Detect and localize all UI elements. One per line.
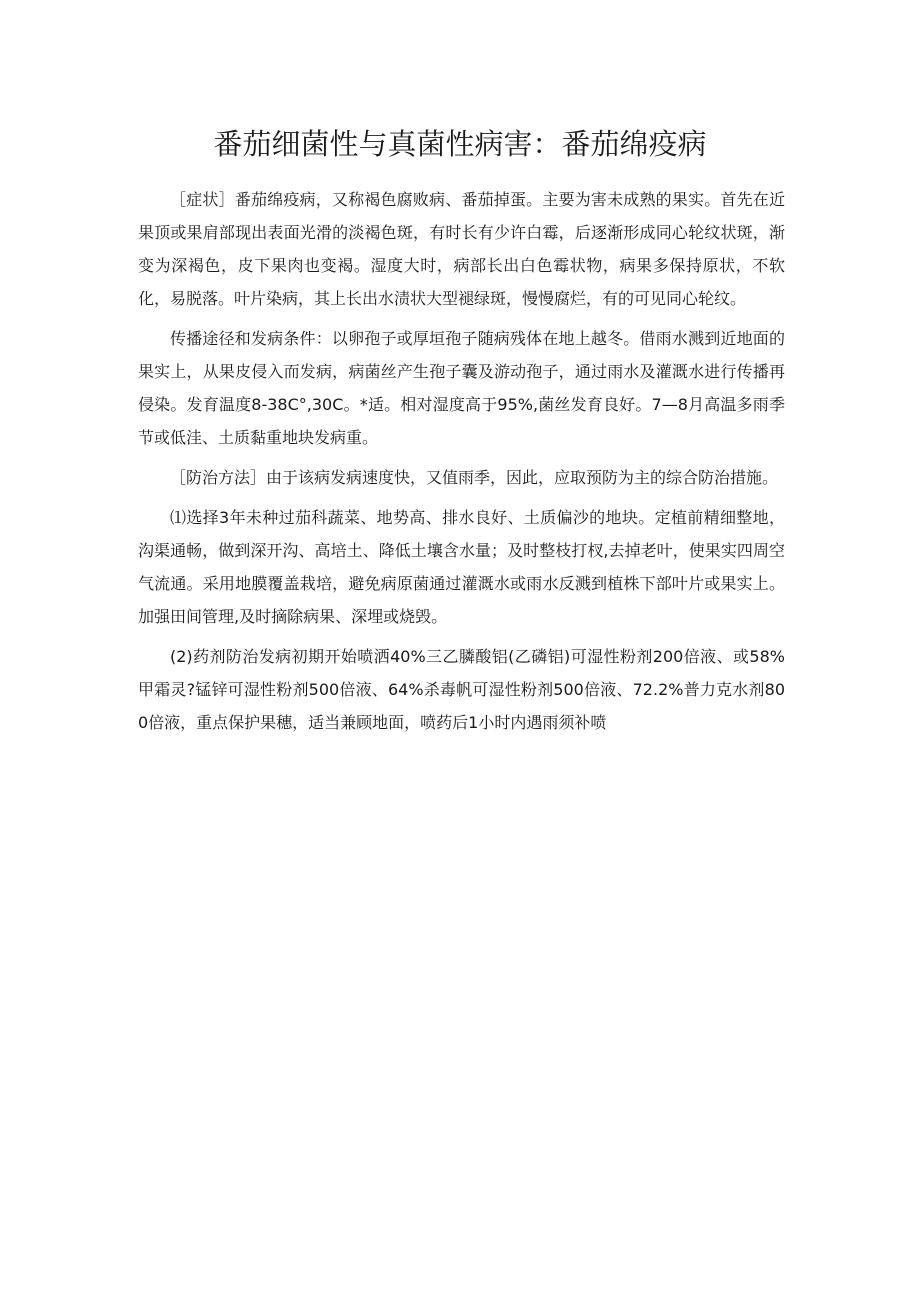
document-body (138, 183, 785, 746)
paragraph-transmission: 传播途径和发病条件：以卵孢子或厚垣孢子随病残体在地上越冬。借雨水溅到近地面的果实上，从果皮侵入而发病，病菌丝产生孢子囊及游动孢子，通过雨水及灌溉水进行传播再侵染。发育温度8-38C°,30C。*适。相对湿度高于95%,菌丝发育良好。7—8月高温多雨季节或低洼、土质黏重地块发病重。 (138, 329, 785, 447)
paragraph-control-methods: ［防治方法］由于该病发病速度快，又值雨季，因此，应取预防为主的综合防治措施。 (170, 468, 779, 487)
paragraph-symptoms: ［症状］番茄绵疫病，又称褐色腐败病、番茄掉蛋。主要为害未成熟的果实。首先在近果顶或果肩部现出表面光滑的淡褐色斑，有时长有少许白霉，后逐渐形成同心轮纹状斑，渐变为深褐色，皮下果肉也变褐。湿度大时，病部长出白色霉状物，病果多保持原状，不软化，易脱落。叶片染病，其上长出水渍状大型褪绿斑，慢慢腐烂，有的可见同心轮纹。 (138, 190, 785, 308)
document-title: 番茄细菌性与真菌性病害：番茄绵疫病 (213, 127, 707, 161)
paragraph-cultural-control: ⑴选择3年未种过茄科蔬菜、地势高、排水良好、土质偏沙的地块。定植前精细整地，沟渠通畅，做到深开沟、高培土、降低土壤含水量；及时整枝打杈,去掉老叶，使果实四周空气流通。采用地膜覆盖栽培，避免病原菌通过灌溉水或雨水反溅到植株下部叶片或果实上。加强田间管理,及时摘除病果、深埋或烧毁。 (138, 508, 785, 626)
paragraph-chemical-control: (2)药剂防治发病初期开始喷洒40%三乙膦酸铝(乙磷铝)可湿性粉剂200倍液、或58%甲霜灵?锰锌可湿性粉剂500倍液、64%杀毒帆可湿性粉剂500倍液、72.2%普力克水剂800倍液，重点保护果穗，适当兼顾地面，喷药后1小时内遇雨须补喷 (138, 647, 785, 732)
